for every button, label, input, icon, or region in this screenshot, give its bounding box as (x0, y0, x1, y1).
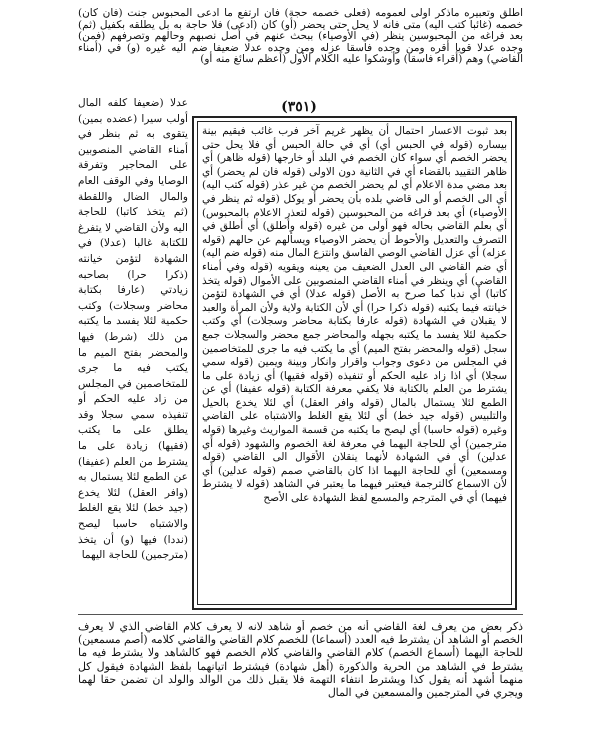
margin-column-text (78, 96, 188, 636)
commentary-box (192, 116, 517, 610)
top-main-text (78, 8, 523, 96)
bottom-paragraph: ذكر بعض من يعرف لغة القاضي أنه من خصم أو شاهد لانه لا يعرف كلام القاضي الذي لا يعرف الخصم أو الشاهد أن يشترط فيه العدد (أسماعا) للخصم كلام القاضي والقاضي كلامه (أصم مسمعين) للحاجة اليهما (أسماع الخصم) كلام القاضي والقاضي كلام الخصم فهو كالشاهد ولا يشترط فيه ما يشترط في الشاهد من الحرية والذكورة (أهل شهادة) فيشترط اتيانهما بلفظ الشهادة فيقول كل منهما أشهد أنه يقول كذا ويشترط انتفاء التهمة فلا يقبل ذلك من الوالد والولد ان تضمن حقا لهما ويجري في المترجمين والمسمعين في المال (78, 620, 523, 700)
top-paragraph: أطلق وتعبيره ماذكر أولى لعمومه (فعلى خصمه حجة) فان ارتفع ما ادعى المحبوس جنت (فان كان) خصمه (غائبا كتب اليه) متى فانه لا يحل حتى يحضر (أو) كان (ادعى) فلا حاجة به بل يطلقه بكفيل (ثم) بعد فراغه من المحبوسين ينظر (في الأوصياء) ببحث عنهم في أصل نصبهم وحالهم وتصرفهم (فمن) وجده عدلا قويا أقره ومن وجده فاسقا عزله ومن وجده عدلا ضعيفا ضم اليه غيره (و) في (أمناء القاضي) وهم (أقراء فاسقا) وأوشكوا عليه الكلام الأول (أعظم سائغ منه أو) (78, 8, 523, 66)
commentary-box-inner (197, 121, 512, 605)
bottom-main-text (78, 620, 523, 702)
margin-paragraph: عدلا (ضعيفا كلفه المال أولب سيرا (عضده بمين) يتقوى به ثم بنظر في أمناء القاضي المنصوبين على المحاجير وتفرقة الوصايا وفي الوقف العام والمال الضال واللقطة (ثم يتخذ كاتبا) للحاجة اليه ولأن القاضي لا يتفرغ للكتابة غالبا (عدلا) في الشهادة لتؤمن خيانته (ذكرا حرا) بصاحبه زيادتي (عارفا بكتابة محاضر وسجلات) وكتب حكمية لئلا يفسد ما يكتبه من ذلك (شرط) فيها والمحضر بفتح الميم ما يكتب فيه ما جرى للمتخاصمين في المجلس من زاد عليه الحكم أو تنفيذه سمي سجلا وقد يطلق على ما يكتب (فقيها) زيادة على ما يشترط من العلم (عفيفا) عن الطمع لئلا يستمال به (وافر العقل) لئلا يخدع (جيد خط) لئلا يقع الغلط والاشتباه حاسبا ليصح (نددا) فيها (و) أن يتخذ (مترجمين) للحاجة اليهما (78, 97, 188, 562)
page-number: (٣٥١) (281, 99, 317, 115)
separator-rule (78, 614, 523, 615)
commentary-paragraph: بعد ثبوت الاعسار احتمال أن يظهر غريم آخر فرب غائب فيقيم بينة بيساره (قوله في الحبس أي) أي في حالة الحبس أي فلا يحل حتى يحضر الخصم أي سواء كان الخصم في البلد أو خارجها (قوله ظاهر) أي ظاهر التقييد بالقضاء أي في الثانية دون الاولى (قوله فان لم يحضر) أي بعد مضي مدة الاعلام أي لم يحضر الخصم من غير عذر (قوله كتب اليه) أي الى الخصم أو الى قاضي بلده بأن يحضر أو يوكل (قوله ثم ينظر في الأوصياء) أي بعد فراغه من المحبوسين (قوله لتعذر الاعلام بالمحبوس) أي بعلم القاضي بحاله فهو أولى من غيره (قوله وأطلق) أي أطلق في التصرف والتعديل والأحوط أن يحضر الاوصياء ويسألهم عن حالهم (قوله عزله) أي عزل القاضي الوصي الفاسق وانتزع المال منه (قوله ضم اليه) أي ضم القاضي الى العدل الضعيف من يعينه ويقويه (قوله وفي أمناء القاضي) أي وينظر في أمناء القاضي المنصوبين على الأموال (قوله يتخذ كاتبا) أي ندبا كما صرح به الأصل (قوله عدلا) أي في الشهادة لتؤمن خيانته فيما يكتبه (قوله ذكرا حرا) أي لأن الكتابة ولاية ولأن المرأة والعبد لا يقبلان في الشهادة (قوله عارفا بكتابة محاضر وسجلات) أي وكتب حكمية لئلا يفسد ما يكتبه بجهله والمحاضر جمع محضر والسجلات جمع سجل (قوله والمحضر بفتح الميم) أي ما يكتب فيه ما جرى للمتخاصمين في المجلس من دعوى وجواب واقرار وانكار وبينة ويمين (قوله سمي سجلا) أي اذا زاد عليه الحكم أو تنفيذه (قوله فقيها) أي زيادة على ما يشترط من العلم بالكتابة فلا يكفي معرفة الكتابة (قوله عفيفا) أي عن الطمع لئلا يستمال بالمال (قوله وافر العقل) أي لئلا يخدع بالحيل والتلبيس (قوله جيد خط) أي لئلا يقع الغلط والاشتباه على القاضي وغيره (قوله حاسبا) أي ليصح ما يكتبه من قسمة المواريث وغيرها (قوله مترجمين) أي للحاجة اليهما في معرفة لغة الخصوم والشهود (قوله أي عدلين) أي في الشهادة لأنهما ينقلان الأقوال الى القاضي (قوله ومسمعين) أي للحاجة اليهما اذا كان بالقاضي صمم (قوله عدلين) أي لأن الاسماع كالترجمة فيعتبر فيهما ما يعتبر في الشاهد (قوله لا يشترط فيهما) أي في المترجم والمسمع لفظ الشهادة على الأصح (202, 125, 507, 505)
